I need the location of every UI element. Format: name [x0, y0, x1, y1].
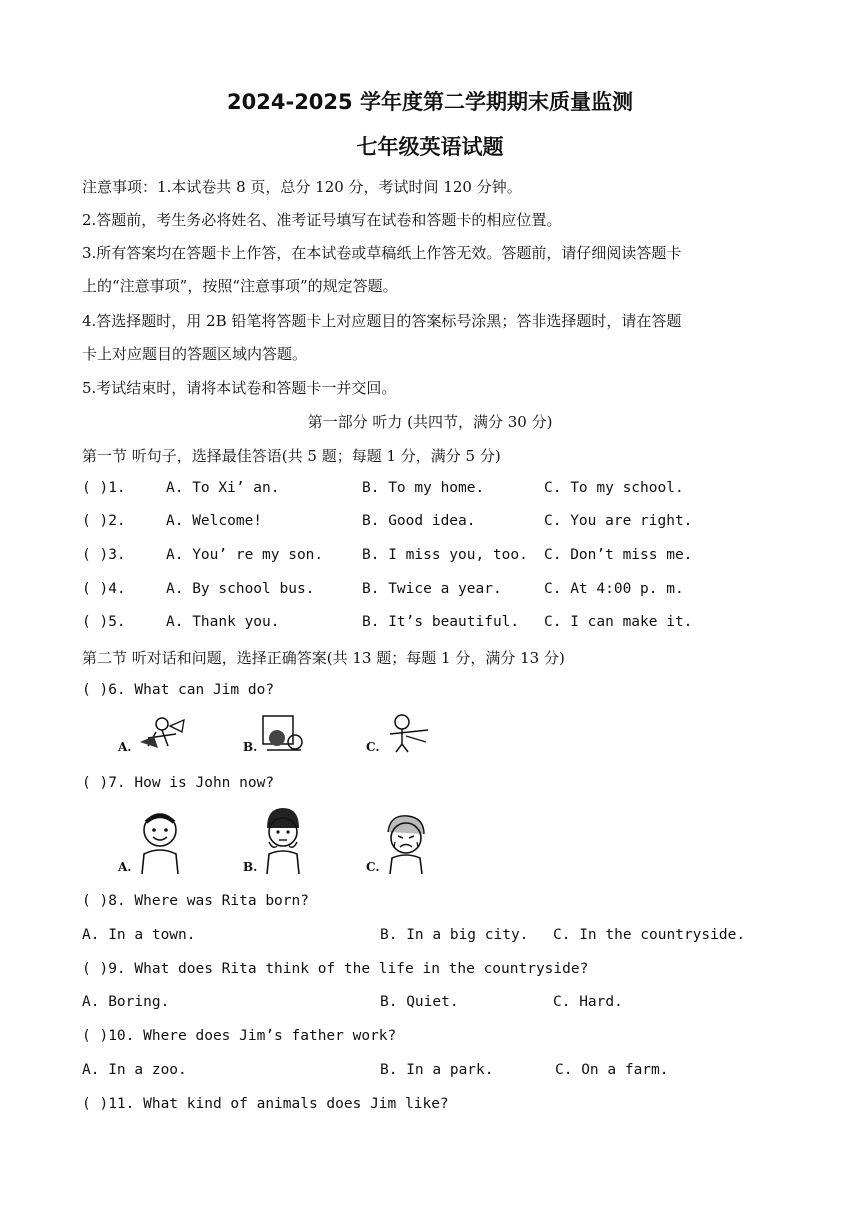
q7-label-b: B. [243, 860, 258, 874]
q1-option-c: C. To my school. [544, 480, 684, 496]
person-violin-icon [366, 712, 436, 756]
q4-stem: ( )4. [82, 581, 126, 597]
q9-option-a: A. Boring. [82, 994, 170, 1010]
note-line-4: 上的“注意事项”，按照“注意事项”的规定答题。 [82, 277, 398, 295]
q10-options [82, 1062, 669, 1078]
q8-option-b: B. In a big city. [380, 927, 529, 943]
q6-picture-c [366, 712, 436, 756]
q5-option-c: C. I can make it. [544, 614, 693, 630]
q4-option-c: C. At 4:00 p. m. [544, 581, 684, 597]
q8-options [82, 927, 746, 943]
q5-stem: ( )5. [82, 614, 126, 630]
q2-option-a: A. Welcome! [166, 513, 263, 529]
q8-option-c: C. In the countryside. [553, 927, 746, 943]
q3-option-a: A. You’ re my son. [166, 547, 324, 563]
q7-picture-b [243, 806, 313, 876]
q6-stem: ( )6. What can Jim do? [82, 682, 275, 698]
exam-title: 2024-2025 学年度第二学期期末质量监测 [227, 90, 633, 114]
q10-option-a: A. In a zoo. [82, 1062, 187, 1078]
q7-picture-c [366, 812, 436, 876]
q6-picture-b [243, 712, 313, 756]
question-4 [82, 581, 684, 597]
person-drawing-icon [118, 712, 188, 756]
part1-heading: 第一部分 听力 (共四节，满分 30 分) [307, 413, 553, 431]
happy-boy-icon [118, 810, 188, 876]
note-line-6: 卡上对应题目的答题区域内答题。 [82, 345, 308, 363]
q1-stem: ( )1. [82, 480, 126, 496]
question-3 [82, 547, 693, 563]
q5-option-b: B. It’s beautiful. [362, 614, 520, 630]
worried-boy-icon [243, 806, 313, 876]
sad-boy-icon [366, 812, 436, 876]
q2-option-c: C. You are right. [544, 513, 693, 529]
q8-stem: ( )8. Where was Rita born? [82, 893, 309, 909]
person-painting-icon [243, 712, 313, 756]
question-5 [82, 614, 693, 630]
q7-label-a: A. [118, 860, 132, 874]
exam-subtitle: 七年级英语试题 [356, 135, 504, 159]
q6-label-b: B. [243, 740, 258, 754]
q4-option-b: B. Twice a year. [362, 581, 502, 597]
question-2 [82, 513, 693, 529]
q7-picture-a [118, 810, 188, 876]
q1-option-a: A. To Xi’ an. [166, 480, 280, 496]
q10-option-c: C. On a farm. [555, 1062, 669, 1078]
note-line-1: 注意事项：1.本试卷共 8 页，总分 120 分，考试时间 120 分钟。 [82, 178, 522, 196]
note-line-5: 4.答选择题时，用 2B 铅笔将答题卡上对应题目的答案标号涂黑；答非选择题时，请在答题 [82, 312, 682, 330]
question-1 [82, 480, 684, 496]
q9-option-b: B. Quiet. [380, 994, 459, 1010]
q6-picture-a [118, 712, 188, 756]
q8-option-a: A. In a town. [82, 927, 196, 943]
q3-option-b: B. I miss you, too. [362, 547, 528, 563]
q3-stem: ( )3. [82, 547, 126, 563]
q9-options [82, 994, 623, 1010]
note-line-3: 3.所有答案均在答题卡上作答，在本试卷或草稿纸上作答无效。答题前，请仔细阅读答题卡 [82, 244, 682, 262]
section1-heading: 第一节 听句子，选择最佳答语(共 5 题；每题 1 分，满分 5 分) [82, 447, 501, 465]
q2-stem: ( )2. [82, 513, 126, 529]
q3-option-c: C. Don’t miss me. [544, 547, 693, 563]
q11-stem: ( )11. What kind of animals does Jim like? [82, 1096, 449, 1112]
q5-option-a: A. Thank you. [166, 614, 280, 630]
section2-heading: 第二节 听对话和问题，选择正确答案(共 13 题；每题 1 分，满分 13 分) [82, 649, 565, 667]
note-line-2: 2.答题前，考生务必将姓名、准考证号填写在试卷和答题卡的相应位置。 [82, 211, 562, 229]
q6-label-c: C. [366, 740, 380, 754]
q2-option-b: B. Good idea. [362, 513, 476, 529]
q4-option-a: A. By school bus. [166, 581, 315, 597]
q7-stem: ( )7. How is John now? [82, 775, 275, 791]
q7-label-c: C. [366, 860, 380, 874]
q10-option-b: B. In a park. [380, 1062, 494, 1078]
q6-label-a: A. [118, 740, 132, 754]
note-line-7: 5.考试结束时，请将本试卷和答题卡一并交回。 [82, 379, 397, 397]
q10-stem: ( )10. Where does Jim’s father work? [82, 1028, 397, 1044]
q9-option-c: C. Hard. [553, 994, 623, 1010]
q9-stem: ( )9. What does Rita think of the life in the countryside? [82, 961, 589, 977]
q1-option-b: B. To my home. [362, 480, 485, 496]
